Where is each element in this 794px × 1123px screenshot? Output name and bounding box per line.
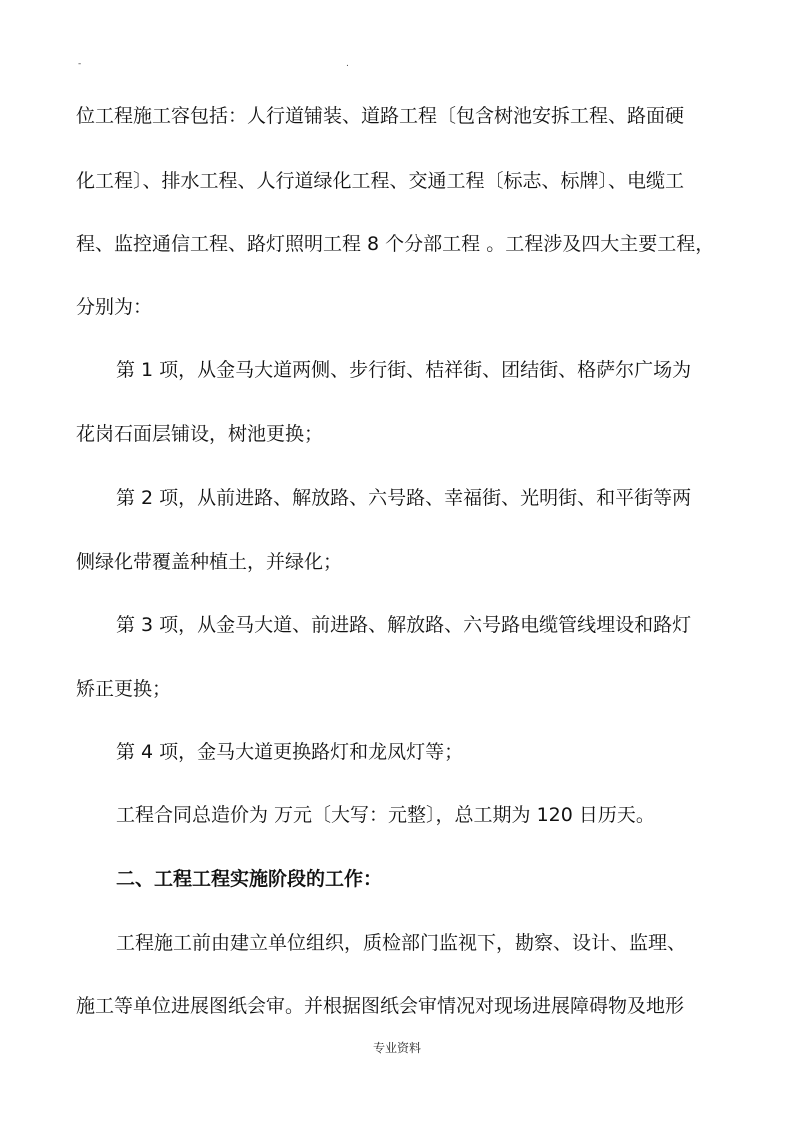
paragraph-line: 位工程施工容包括：人行道铺装、道路工程〔包含树池安拆工程、路面硬 [76, 105, 685, 127]
paragraph-line: 化工程〕、排水工程、人行道绿化工程、交通工程〔标志、标牌〕、电缆工 [76, 170, 685, 192]
item-2-line: 第 2 项，从前进路、解放路、六号路、幸福街、光明街、和平街等两 [116, 487, 692, 509]
paragraph-line: 程、监控通信工程、路灯照明工程 8 个分部工程 。工程涉及四大主要工程， [76, 233, 715, 255]
page-footer: 专业资料 [372, 1041, 421, 1055]
item-1-line-cont: 花岗石面层铺设，树池更换； [76, 423, 324, 445]
header-mark-left: - [78, 59, 82, 69]
paragraph-line: 分别为： [76, 296, 153, 318]
item-3-line: 第 3 项，从金马大道、前进路、解放路、六号路电缆管线埋设和路灯 [116, 614, 692, 636]
item-1-line: 第 1 项，从金马大道两侧、步行街、桔祥街、团结街、格萨尔广场为 [116, 359, 692, 381]
header-mark-right: . [346, 59, 349, 69]
paragraph-line: 施工等单位进展图纸会审。并根据图纸会审情况对现场进展障碍物及地形 [76, 995, 685, 1017]
item-4-line: 第 4 项，金马大道更换路灯和龙凤灯等； [116, 741, 464, 763]
paragraph-line: 工程施工前由建立单位组织，质检部门监视下，勘察、设计、监理、 [116, 932, 687, 954]
item-2-line-cont: 侧绿化带覆盖种植土，并绿化； [76, 551, 343, 573]
section-heading: 二、工程工程实施阶段的工作： [116, 868, 383, 890]
item-3-line-cont: 矫正更换； [76, 678, 172, 700]
contract-price-line: 工程合同总造价为 万元〔大写：元整〕，总工期为 120 日历天。 [116, 804, 655, 826]
